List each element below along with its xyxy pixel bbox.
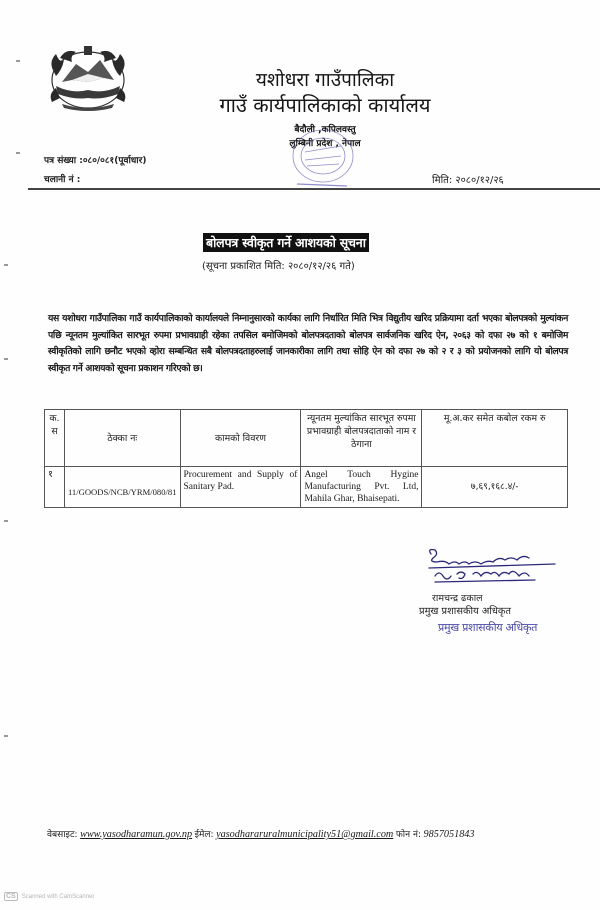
notice-publish-date: (सूचना प्रकाशित मिति: २०८०/१२/२६ गते) — [202, 261, 355, 272]
signer-title: प्रमुख प्रशासकीय अधिकृत — [419, 606, 511, 617]
letter-date: मिति: २०८०/१२/२६ — [432, 175, 504, 186]
scanner-watermark — [4, 892, 94, 901]
header-bidder: न्यूनतम मुल्यांकित सारभूत रुपमा प्रभावग्राही बोलपत्रदाताको नाम र ठेगाना — [301, 410, 422, 467]
cell-serial: १ — [45, 467, 65, 508]
header-serial: क. स — [45, 410, 65, 467]
header-divider — [28, 188, 600, 190]
scan-mark — [4, 264, 8, 266]
footer-contact — [47, 827, 474, 840]
office-seal-icon — [283, 126, 363, 192]
award-table — [44, 409, 568, 508]
signer-name: रामचन्द्र ढकाल — [432, 593, 483, 604]
address-line-2: लुम्बिनी प्रदेश , नेपाल — [289, 139, 361, 149]
handwritten-signature-icon — [425, 546, 565, 596]
cell-bidder: Angel Touch Hygine Manufacturing Pvt. Ltd, Mahila Ghar, Bhaisepati. — [301, 467, 422, 508]
notice-title: बोलपत्र स्वीकृत गर्ने आशयको सूचना — [203, 233, 369, 252]
scan-mark — [4, 735, 8, 737]
cell-amount: ७,६९,१६८.४/- — [422, 467, 568, 508]
table-header-row — [45, 410, 568, 467]
nepal-emblem-icon — [42, 42, 134, 114]
header-work-description: कामको विवरण — [180, 410, 301, 467]
email-label: ईमेल: — [194, 830, 214, 840]
scan-mark — [4, 358, 8, 360]
header-contract-no: ठेक्का नः — [64, 410, 180, 467]
office-name: गाउँ कार्यपालिकाको कार्यालय — [219, 93, 431, 117]
reference-number: पत्र संख्या :०८०/०८१(पूर्वाधार) — [44, 156, 147, 166]
scan-mark — [4, 520, 8, 522]
address-line-1: बैदौली ,कपिलवस्तु — [294, 125, 356, 135]
scan-mark — [16, 60, 20, 62]
header-amount: मू.अ.कर समेत कबोल रकम रु — [422, 410, 568, 467]
cell-work-description: Procurement and Supply of Sanitary Pad. — [180, 467, 301, 508]
phone-label: फोन नं: — [395, 830, 421, 840]
municipality-name: यशोधरा गाउँपालिका — [255, 69, 395, 91]
signer-stamp: प्रमुख प्रशासकीय अधिकृत — [438, 621, 538, 634]
website-label: वेबसाइट: — [47, 830, 78, 840]
email-link[interactable]: yasodhararuralmunicipality51@gmail.com — [216, 829, 394, 840]
cell-contract-no: 11/GOODS/NCB/YRM/080/81 — [64, 467, 180, 508]
website-link[interactable]: www.yasodharamun.gov.np — [80, 829, 193, 840]
scanner-text: Scanned with CamScanner — [21, 893, 95, 900]
notice-body: यस यशोधरा गाउँपालिका गाउँ कार्यपालिकाको कार्यालयले निम्नानुसारको कार्यका लागि निर्धारित मिति भित्र विद्युतीय खरिद प्रक्रियामा दर्ता भएका बोलपत्रको मुल्यांकन पछि न्यूनतम मुल्यांकित सारभूत रुपमा प्रभावग्राही रहेका तपसिल बमोजिमको बोलपत्रदताको बोलपत्र सार्वजनिक खरिद ऐन, २०६३ को दफा २७ को १ बमोजिम स्वीकृतिको लागि छनौट भएको व्होरा सम्बन्धित सबै बोलपत्रदताहरुलाई जानकारीका लागि तथा सोहि ऐन को दफा २७ को २ र ३ को प्रयोजनको लागि यो बोलपत्र स्वीकृत गर्ने आशयको सूचना प्रकाशन गरिएको छ। — [48, 313, 568, 374]
table-row — [45, 467, 568, 508]
dispatch-number: चलानी नं : — [44, 175, 81, 185]
scan-mark — [16, 152, 20, 154]
camscanner-logo-icon: CS — [6, 893, 16, 900]
phone-number: 9857051843 — [423, 829, 475, 840]
